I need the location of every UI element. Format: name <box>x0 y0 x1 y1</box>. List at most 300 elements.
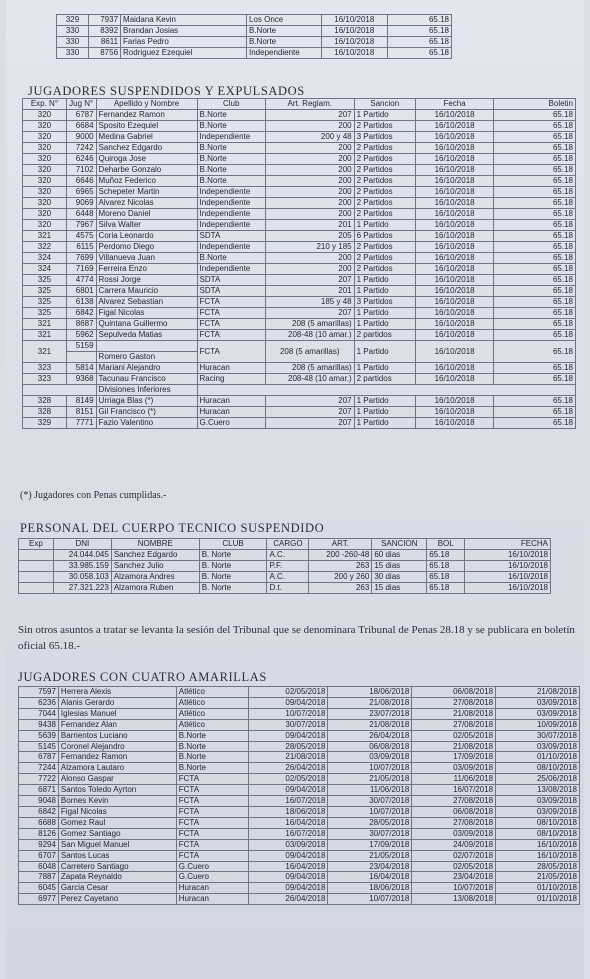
table-cell: 08/10/2018 <box>496 763 580 774</box>
table-cell <box>19 572 54 583</box>
table-cell: 7169 <box>66 264 96 275</box>
table-cell: 1 Partido <box>354 110 415 121</box>
table-cell: 65.18 <box>494 341 576 363</box>
table-cell <box>19 561 54 572</box>
table-cell: 65.18 <box>387 48 451 59</box>
table-cell: 11/06/2018 <box>412 774 496 785</box>
table-cell: 65.18 <box>494 242 576 253</box>
table-cell: 263 <box>309 561 372 572</box>
suspended-table <box>22 98 576 429</box>
table-cell: Muñoz Federico <box>96 176 197 187</box>
table-cell: 2 Partidos <box>354 187 415 198</box>
table-cell <box>197 385 575 396</box>
table-cell: 65.18 <box>494 396 576 407</box>
table-cell: 6048 <box>19 861 59 872</box>
table-cell: 16/10/2018 <box>415 143 494 154</box>
table-cell: FCTA <box>197 319 265 330</box>
table-cell: 330 <box>57 26 89 37</box>
table-cell: Mariani Alejandro <box>96 363 197 374</box>
table-cell: 18/06/2018 <box>248 806 328 817</box>
table-cell: Gomez Santiago <box>58 828 176 839</box>
table-cell: 27/08/2018 <box>412 796 496 807</box>
table-cell: 2 Partidos <box>354 253 415 264</box>
table-cell: 2 Partidos <box>354 121 415 132</box>
table-cell: 8151 <box>66 407 96 418</box>
table-cell: 09/04/2018 <box>248 785 328 796</box>
table-row <box>23 308 576 319</box>
table-cell: 21/08/2018 <box>248 752 328 763</box>
table-row <box>19 752 580 763</box>
table-cell: 6115 <box>66 242 96 253</box>
table-cell: 9368 <box>66 374 96 385</box>
table-row <box>19 861 580 872</box>
table-cell: 320 <box>23 187 67 198</box>
table-cell: 21/05/2018 <box>328 850 412 861</box>
table-cell: 1 Partido <box>354 286 415 297</box>
table-row <box>23 297 576 308</box>
table-cell: 09/04/2018 <box>248 850 328 861</box>
table-cell: 03/09/2018 <box>496 708 580 719</box>
table-cell: Zapata Reynaldo <box>58 872 176 883</box>
table-cell: Rodriguez Ezequiel <box>121 48 247 59</box>
table-cell: 6871 <box>19 785 59 796</box>
table-cell: 200 <box>265 264 354 275</box>
table-cell: 65.18 <box>494 264 576 275</box>
table-cell: 03/09/2018 <box>496 796 580 807</box>
table-cell: 16/10/2018 <box>415 418 494 429</box>
table-cell: 6688 <box>19 817 59 828</box>
table-cell: 10/09/2018 <box>496 719 580 730</box>
table-cell: 5639 <box>19 730 59 741</box>
table-cell: Iglesias Manuel <box>58 708 176 719</box>
table-cell: 329 <box>23 418 67 429</box>
column-header: ART. <box>309 539 372 550</box>
table-cell: Gil Francisco (*) <box>96 407 197 418</box>
table-row <box>19 817 580 828</box>
table-row <box>23 286 576 297</box>
table-row <box>19 839 580 850</box>
table-cell: 02/05/2018 <box>248 774 328 785</box>
table-cell: Carrera Mauricio <box>96 286 197 297</box>
table-cell: 185 y 48 <box>265 297 354 308</box>
table-cell: 10/07/2018 <box>412 883 496 894</box>
document-page <box>6 0 584 979</box>
table-cell: FCTA <box>176 817 248 828</box>
table-cell: 21/08/2018 <box>496 687 580 698</box>
column-header: Jug N° <box>66 99 96 110</box>
table-cell: 320 <box>23 220 67 231</box>
column-header: BOL <box>427 539 465 550</box>
table-cell: 6707 <box>19 850 59 861</box>
table-cell: 3 Partidos <box>354 297 415 308</box>
table-row <box>23 132 576 143</box>
table-cell: Villanueva Juan <box>96 253 197 264</box>
table-row <box>23 374 576 385</box>
table-cell: 24.044.045 <box>53 550 111 561</box>
table-cell: 9069 <box>66 198 96 209</box>
table-cell: 02/07/2018 <box>412 850 496 861</box>
table-cell: 15 dias <box>372 583 427 594</box>
table-row <box>23 418 576 429</box>
table-cell: 210 y 185 <box>265 242 354 253</box>
table-cell: 21/08/2018 <box>412 741 496 752</box>
table-cell: Racing <box>197 374 265 385</box>
table-row <box>23 143 576 154</box>
column-header: SANCION <box>372 539 427 550</box>
table-cell: 1 Partido <box>354 396 415 407</box>
table-cell: 328 <box>23 396 67 407</box>
table-cell: 28/05/2018 <box>496 861 580 872</box>
table-row <box>23 396 576 407</box>
table-cell: 01/10/2018 <box>496 752 580 763</box>
table-cell: 5814 <box>66 363 96 374</box>
table-cell: 2 partidos <box>354 330 415 341</box>
table-cell: 323 <box>23 363 67 374</box>
column-header: CLUB <box>199 539 267 550</box>
table-cell: B.Norte <box>176 763 248 774</box>
table-cell: 09/04/2018 <box>248 883 328 894</box>
table-cell: 11/06/2018 <box>328 785 412 796</box>
table-cell: FCTA <box>176 785 248 796</box>
table-cell: 03/09/2018 <box>328 752 412 763</box>
table-cell: 5962 <box>66 330 96 341</box>
table-cell: 207 <box>265 418 354 429</box>
table-cell: Los Once <box>247 15 322 26</box>
table-cell: 200 <box>265 143 354 154</box>
table-cell: Deharbe Gonzalo <box>96 165 197 176</box>
table-cell: 16/10/2018 <box>415 220 494 231</box>
table-cell: 321 <box>23 330 67 341</box>
table-cell: 03/09/2018 <box>248 839 328 850</box>
table-cell: 208 (5 amarillas) <box>265 341 354 363</box>
table-row <box>19 708 580 719</box>
table-cell: Huracan <box>197 363 265 374</box>
table-cell: 7699 <box>66 253 96 264</box>
table-row <box>23 198 576 209</box>
table-cell: 09/04/2018 <box>248 730 328 741</box>
table-row <box>19 730 580 741</box>
table-cell: 13/08/2018 <box>412 894 496 905</box>
table-cell: 324 <box>23 264 67 275</box>
column-header: Sancion <box>354 99 415 110</box>
table-cell: 65.18 <box>494 176 576 187</box>
table-cell: 323 <box>23 374 67 385</box>
table-cell: 16/10/2018 <box>415 330 494 341</box>
table-cell: 65.18 <box>494 418 576 429</box>
table-cell: G.Cuero <box>176 872 248 883</box>
table-cell: Huracan <box>176 883 248 894</box>
column-header: Art. Reglam. <box>265 99 354 110</box>
table-cell: 200 -260-48 <box>309 550 372 561</box>
table-cell: B.Norte <box>176 741 248 752</box>
table-cell: 16/10/2018 <box>496 839 580 850</box>
table-cell: 325 <box>23 297 67 308</box>
table-cell: 2 Partidos <box>354 242 415 253</box>
table-cell: Sanchez Edgardo <box>111 550 199 561</box>
table-cell: FCTA <box>176 774 248 785</box>
table-row <box>19 583 551 594</box>
table-cell: 329 <box>57 15 89 26</box>
table-cell: 7771 <box>66 418 96 429</box>
table-cell: Coronel Alejandro <box>58 741 176 752</box>
table-cell: 2 Partidos <box>354 198 415 209</box>
table-cell: 4774 <box>66 275 96 286</box>
table-cell: 207 <box>265 110 354 121</box>
table-cell: B.Norte <box>197 165 265 176</box>
table-cell: 9294 <box>19 839 59 850</box>
table-cell: Sanchez Julio <box>111 561 199 572</box>
table-cell: 65.18 <box>494 121 576 132</box>
table-cell: D.t. <box>267 583 309 594</box>
table-cell: Fazio Valentino <box>96 418 197 429</box>
table-row <box>57 15 452 26</box>
table-cell: 320 <box>23 132 67 143</box>
table-cell: Huracan <box>197 396 265 407</box>
staff-table <box>18 538 551 594</box>
table-cell: 1 Partido <box>354 407 415 418</box>
table-cell: 01/10/2018 <box>496 883 580 894</box>
table-cell: 7722 <box>19 774 59 785</box>
table-row <box>23 253 576 264</box>
table-cell: 200 y 260 <box>309 572 372 583</box>
table-row <box>57 48 452 59</box>
table-cell: 320 <box>23 110 67 121</box>
table-cell: 30/07/2018 <box>328 828 412 839</box>
table-cell: 65.18 <box>494 286 576 297</box>
table-cell: Maidana Kevin <box>121 15 247 26</box>
table-cell: Schepeter Martin <box>96 187 197 198</box>
table-cell: 65.18 <box>387 15 451 26</box>
table-row <box>23 220 576 231</box>
table-cell: 21/05/2018 <box>496 872 580 883</box>
table-cell: 6236 <box>19 697 59 708</box>
table-cell: 16/10/2018 <box>415 308 494 319</box>
table-cell: Independiente <box>197 242 265 253</box>
table-cell: 25/06/2018 <box>496 774 580 785</box>
table-cell: B. Norte <box>199 572 267 583</box>
table-cell: 10/07/2018 <box>248 708 328 719</box>
table-cell: FCTA <box>197 297 265 308</box>
table-cell: Huracan <box>197 407 265 418</box>
table-cell: 65.18 <box>494 198 576 209</box>
table-cell: Quintana Guillermo <box>96 319 197 330</box>
table-cell: 18/06/2018 <box>328 687 412 698</box>
table-cell: B.Norte <box>197 110 265 121</box>
footnote: (*) Jugadores con Penas cumplidas.- <box>20 490 167 501</box>
table-cell: 10/07/2018 <box>328 806 412 817</box>
table-row <box>19 687 580 698</box>
table-cell: 6138 <box>66 297 96 308</box>
table-row <box>23 264 576 275</box>
table-cell: Gomez Raul <box>58 817 176 828</box>
table-cell: 7887 <box>19 872 59 883</box>
table-cell: San Miguel Manuel <box>58 839 176 850</box>
table-cell: 02/05/2018 <box>412 861 496 872</box>
table-cell: 8149 <box>66 396 96 407</box>
table-cell: 18/06/2018 <box>328 883 412 894</box>
table-cell: 320 <box>23 209 67 220</box>
table-row <box>23 341 576 352</box>
table-cell: B.Norte <box>197 143 265 154</box>
table-cell: 16/10/2018 <box>465 572 551 583</box>
table-row <box>23 330 576 341</box>
table-cell: 6842 <box>66 308 96 319</box>
table-cell: 6448 <box>66 209 96 220</box>
table-cell: Alanis Gerardo <box>58 697 176 708</box>
table-cell: 330 <box>57 48 89 59</box>
table-cell: 320 <box>23 176 67 187</box>
table-cell: Alzamora Andres <box>111 572 199 583</box>
table-cell: Coria Leonardo <box>96 231 197 242</box>
table-cell: B.Norte <box>247 26 322 37</box>
table-cell: 330 <box>57 37 89 48</box>
table-cell: Fernandez Ramon <box>58 752 176 763</box>
table-cell: 16/10/2018 <box>415 396 494 407</box>
table-cell: Atlético <box>176 708 248 719</box>
table-cell: 6684 <box>66 121 96 132</box>
table-cell: 8611 <box>89 37 121 48</box>
table-cell: 16/10/2018 <box>496 850 580 861</box>
table-cell: 16/10/2018 <box>415 374 494 385</box>
table-row <box>57 26 452 37</box>
table-cell: B.Norte <box>247 37 322 48</box>
table-cell: FCTA <box>197 330 265 341</box>
table-cell: 16/10/2018 <box>415 286 494 297</box>
table-cell: 16/10/2018 <box>415 407 494 418</box>
table-cell: 28/05/2018 <box>248 741 328 752</box>
column-header: DNI <box>53 539 111 550</box>
table-cell: 321 <box>23 231 67 242</box>
table-cell: 320 <box>23 121 67 132</box>
table-cell: 200 <box>265 176 354 187</box>
table-cell: 6801 <box>66 286 96 297</box>
table-cell: 325 <box>23 275 67 286</box>
table-cell: 16/10/2018 <box>415 242 494 253</box>
table-cell: B.Norte <box>176 752 248 763</box>
table-cell: 4575 <box>66 231 96 242</box>
table-cell: 23/04/2018 <box>412 872 496 883</box>
table-cell: 16/10/2018 <box>415 165 494 176</box>
table-cell: 16/04/2018 <box>248 861 328 872</box>
header-row <box>23 99 576 110</box>
table-cell: 6646 <box>66 176 96 187</box>
table-cell: 16/10/2018 <box>415 154 494 165</box>
table-row <box>19 774 580 785</box>
table-cell: 16/10/2018 <box>465 561 551 572</box>
table-cell: Independiente <box>197 209 265 220</box>
table-cell: 16/10/2018 <box>415 110 494 121</box>
table-cell: 9000 <box>66 132 96 143</box>
table-cell: A.C. <box>267 572 309 583</box>
table-cell: Figal Nicolas <box>58 806 176 817</box>
table-cell: 207 <box>265 396 354 407</box>
table-cell: Fernandez Alan <box>58 719 176 730</box>
table-cell: 30/07/2018 <box>248 719 328 730</box>
table-row <box>57 37 452 48</box>
table-cell: Alvarez Sebastian <box>96 297 197 308</box>
table-cell: 16/10/2018 <box>415 231 494 242</box>
table-cell: 6977 <box>19 894 59 905</box>
table-cell: 16/04/2018 <box>328 872 412 883</box>
table-cell: Independiente <box>197 132 265 143</box>
yellow-title: JUGADORES CON CUATRO AMARILLAS <box>18 670 267 684</box>
table-cell <box>19 583 54 594</box>
table-cell: Sposito Ezequiel <box>96 121 197 132</box>
table-cell: 65.18 <box>387 37 451 48</box>
table-cell: 21/08/2018 <box>412 708 496 719</box>
table-cell: 208 (5 amarillas) <box>265 363 354 374</box>
table-cell: 7597 <box>19 687 59 698</box>
table-cell: 200 <box>265 165 354 176</box>
table-cell: 02/05/2018 <box>412 730 496 741</box>
table-cell: 16/10/2018 <box>321 15 387 26</box>
table-cell: 8687 <box>66 319 96 330</box>
column-header: NOMBRE <box>111 539 199 550</box>
table-cell: 16/10/2018 <box>415 341 494 363</box>
top-table <box>56 14 452 59</box>
table-cell: Carretero Santiago <box>58 861 176 872</box>
table-cell: 16/10/2018 <box>415 253 494 264</box>
table-cell: B. Norte <box>199 561 267 572</box>
table-cell: B. Norte <box>199 550 267 561</box>
table-row <box>19 741 580 752</box>
table-cell: 17/09/2018 <box>412 752 496 763</box>
table-cell: SDTA <box>197 231 265 242</box>
table-row <box>19 796 580 807</box>
table-cell: 1 Partido <box>354 363 415 374</box>
table-cell: 1 Partido <box>354 308 415 319</box>
table-cell: 6 Partidos <box>354 231 415 242</box>
table-cell: Figal Nicolas <box>96 308 197 319</box>
table-cell: Independiente <box>197 187 265 198</box>
table-cell: 17/09/2018 <box>328 839 412 850</box>
table-cell: 2 Partidos <box>354 143 415 154</box>
table-cell: Garcia Cesar <box>58 883 176 894</box>
table-cell: Urriaga Blas (*) <box>96 396 197 407</box>
table-cell: Herrera Alexis <box>58 687 176 698</box>
table-cell: Silva Walter <box>96 220 197 231</box>
table-row <box>23 209 576 220</box>
table-cell: 65.18 <box>494 297 576 308</box>
table-row <box>23 231 576 242</box>
table-cell: 65.18 <box>494 275 576 286</box>
table-cell: 24/09/2018 <box>412 839 496 850</box>
table-cell <box>19 550 54 561</box>
column-header: CARGO <box>267 539 309 550</box>
table-cell: 60 dias <box>372 550 427 561</box>
table-cell: 200 <box>265 154 354 165</box>
table-cell: B.Norte <box>176 730 248 741</box>
table-cell: FCTA <box>176 806 248 817</box>
table-cell: 30/07/2018 <box>328 796 412 807</box>
table-row <box>19 785 580 796</box>
table-cell: 16/10/2018 <box>415 297 494 308</box>
table-cell: 10/07/2018 <box>328 894 412 905</box>
table-cell: Bornes Kevin <box>58 796 176 807</box>
table-cell: 16/10/2018 <box>415 264 494 275</box>
table-cell: 1 Partido <box>354 275 415 286</box>
yellow-cards-table <box>18 686 580 905</box>
table-cell: 201 <box>265 220 354 231</box>
table-cell: 200 <box>265 198 354 209</box>
table-cell: 10/07/2018 <box>328 763 412 774</box>
table-cell: 16/10/2018 <box>321 26 387 37</box>
table-cell: Santos Toledo Ayrton <box>58 785 176 796</box>
table-cell: 263 <box>309 583 372 594</box>
suspended-title: JUGADORES SUSPENDIDOS Y EXPULSADOS <box>28 84 305 98</box>
table-cell: 9438 <box>19 719 59 730</box>
table-row <box>19 872 580 883</box>
